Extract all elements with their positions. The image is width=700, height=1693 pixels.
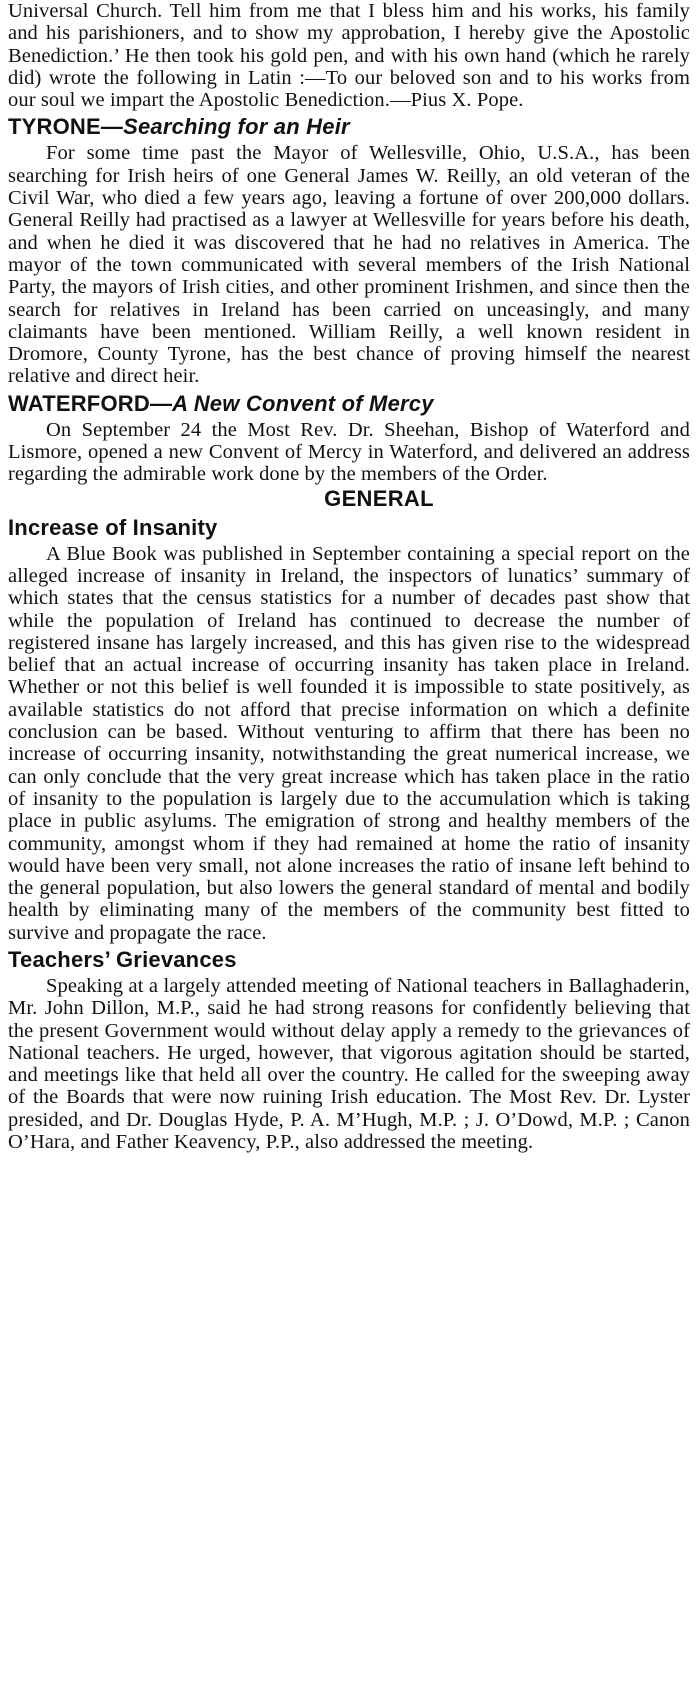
general-section-title: GENERAL <box>324 485 434 511</box>
tyrone-heading-dash: — <box>100 114 124 140</box>
insanity-article-body: A Blue Book was published in September containing a special report on the alleged increase of insanity in Ireland, the inspectors of lunatics’ summary of which states that the census statistics for a number of decades past show that while the population of Ireland has continued to decrease the number of registered insane has largely increased, and this has given rise to the widespread belief that an actual increase of occurring insanity has taken place in Ireland. Whether or not this belief is well founded it is impossible to state positively, as available statistics do not afford that precise information on which a definite conclusion can be based. Without venturing to affirm that there has been no increase of occurring insanity, notwithstanding the great numerical increase, we can only conclude that the very great increase which has taken place in the ratio of insanity to the population is largely due to the accumulation which is taking place in public asylums. The emigration of strong and healthy members of the community, amongst whom if they had remained at home the ratio of insanity would have been very small, not alone increases the ratio of insane left behind to the general population, but also lowers the general standard of mental and bodily health by eliminating many of the members of the community best fitted to survive and propagate the race. <box>8 542 690 944</box>
insanity-heading: Increase of Insanity <box>8 514 218 540</box>
tyrone-heading <box>8 114 690 140</box>
waterford-heading-dash: — <box>149 390 173 416</box>
waterford-article-body: On September 24 the Most Rev. Dr. Sheehan, Bishop of Waterford and Lismore, opened a new Convent of Mercy in Waterford, and delivered an address regarding the admirable work done by the members of the Order. <box>8 418 690 486</box>
tyrone-heading-topic: Searching for an Heir <box>123 114 350 140</box>
teachers-heading: Teachers’ Grievances <box>8 946 237 972</box>
teachers-article-body: Speaking at a largely attended meeting of National teachers in Ballaghaderin, Mr. John Dillon, M.P., said he had strong reasons for confidently believing that the present Government would without delay apply a remedy to the grievances of National teachers. He urged, however, that vigorous agitation should be started, and meetings like that held all over the country. He called for the sweeping away of the Boards that were now ruining Irish education. The Most Rev. Dr. Lyster presided, and Dr. Douglas Hyde, P. A. M’Hugh, M.P. ; J. O’Dowd, M.P. ; Canon O’Hara, and Father Keavency, P.P., also addressed the meeting. <box>8 974 690 1154</box>
tyrone-article-body: For some time past the Mayor of Wellesville, Ohio, U.S.A., has been searching for Irish heirs of one General James W. Reilly, an old veteran of the Civil War, who died a few years ago, leaving a fortune of over 200,000 dollars. General Reilly had practised as a lawyer at Wellesville for years before his death, and when he died it was discovered that he had no relatives in America. The mayor of the town communicated with several members of the Irish National Party, the mayors of Irish cities, and other prominent Irishmen, and since then the search for relatives in Ireland has been carried on unceasingly, and many claimants have been mentioned. William Reilly, a well known resident in Dromore, County Tyrone, has the best chance of proving himself the nearest relative and direct heir. <box>8 142 690 388</box>
waterford-heading <box>8 391 690 417</box>
waterford-heading-topic: A New Convent of Mercy <box>172 390 434 416</box>
waterford-heading-place: WATERFORD <box>8 390 150 416</box>
intro-paragraph: Universal Church. Tell him from me that I bless him and his works, his family and his parishioners, and to show my approbation, I hereby give the Apostolic Benediction.’ He then took his gold pen, and with his own hand (which he rarely did) wrote the following in Latin :—To our beloved son and to his works from our soul we impart the Apostolic Benediction.—Pius X. Pope. <box>8 0 690 112</box>
tyrone-heading-place: TYRONE <box>8 114 101 140</box>
